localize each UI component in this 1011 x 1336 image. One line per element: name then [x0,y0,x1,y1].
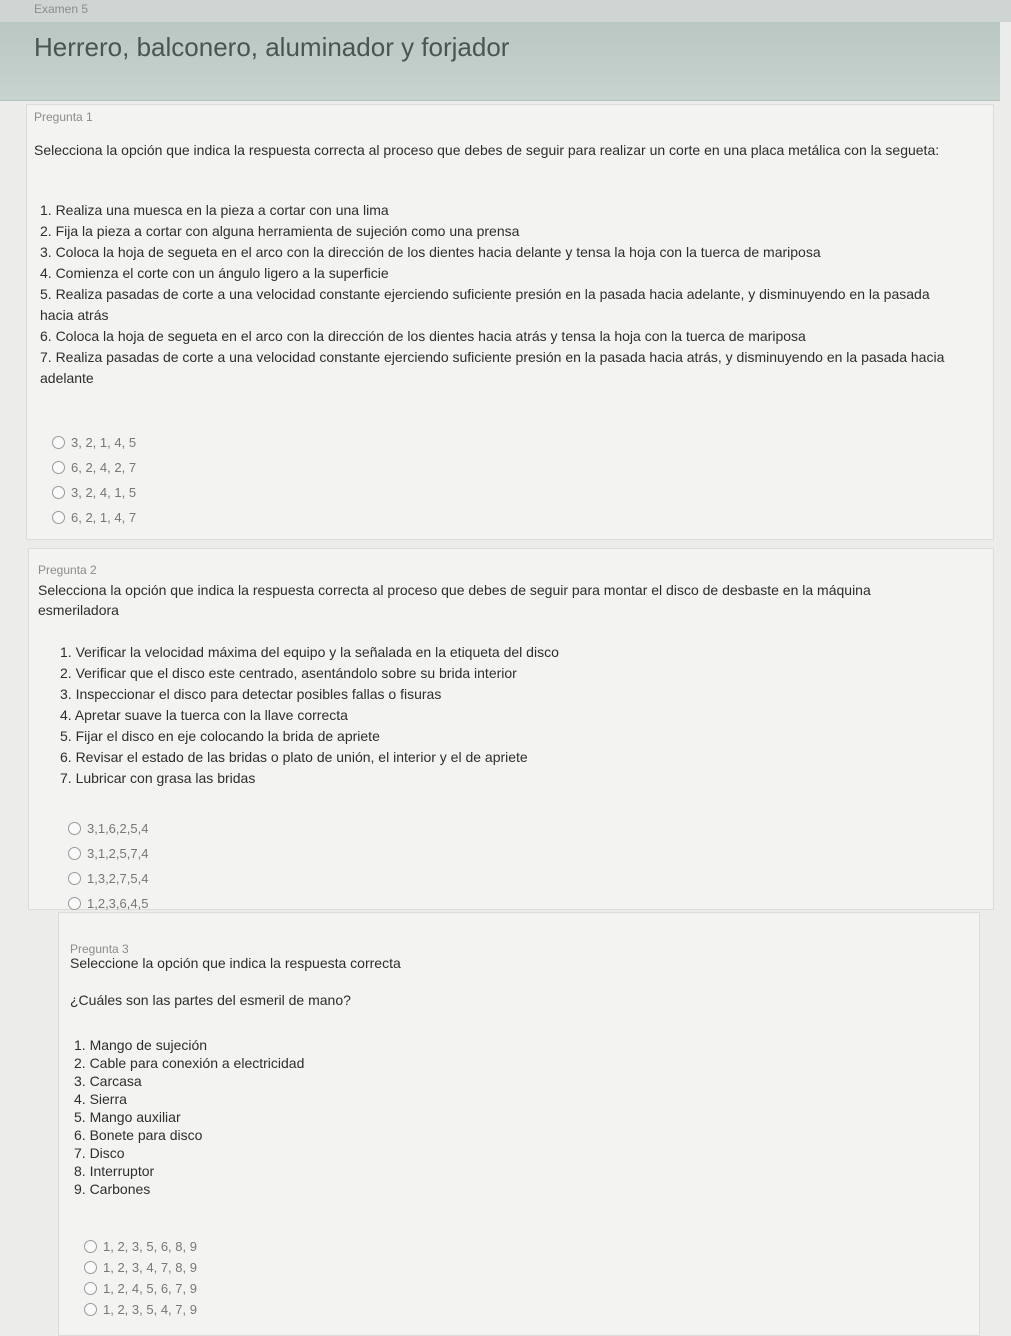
option-label: 1, 2, 3, 4, 7, 8, 9 [103,1260,197,1275]
step-item: 2. Cable para conexión a electricidad [74,1055,305,1071]
step-item: 7. Realiza pasadas de corte a una velocidad constante ejerciendo suficiente presión en la pasada hacia atrás, y disminuyendo en la pasada hacia adelante [40,349,945,386]
question-number: Pregunta 2 [38,563,97,577]
question-prompt: Selecciona la opción que indica la respuesta correcta al proceso que debes de seguir para montar el disco de desbaste en la máquina esmeriladora [38,582,871,618]
step-item: 3. Carcasa [74,1073,142,1089]
step-item: 7. Disco [74,1145,125,1161]
step-item: 1. Mango de sujeción [74,1037,208,1053]
option-label: 1, 2, 3, 5, 4, 7, 9 [103,1302,197,1317]
answer-options [68,816,148,916]
radio-button[interactable] [68,822,81,835]
radio-button[interactable] [52,461,65,474]
option-label: 3, 2, 4, 1, 5 [71,485,137,500]
answer-option[interactable] [84,1236,197,1257]
step-item: 6. Bonete para disco [74,1127,203,1143]
step-list [74,1036,674,1198]
answer-option[interactable] [84,1299,197,1320]
answer-options [52,430,136,530]
step-item: 4. Sierra [74,1091,127,1107]
step-item: 5. Realiza pasadas de corte a una velocidad constante ejerciendo suficiente presión en la pasada hacia adelante, y disminuyendo en la pasada hacia atrás [40,286,930,323]
question-number: Pregunta 1 [34,110,93,124]
option-label: 1,2,3,6,4,5 [87,896,149,911]
step-item: 4. Comienza el corte con un ángulo ligero a la superficie [40,265,389,281]
answer-option[interactable] [52,505,136,530]
question-number: Pregunta 3 [70,942,129,956]
answer-option[interactable] [68,841,148,866]
option-label: 3,1,6,2,5,4 [87,821,149,836]
radio-button[interactable] [68,897,81,910]
radio-button[interactable] [68,872,81,885]
option-label: 1, 2, 3, 5, 6, 8, 9 [103,1239,197,1254]
answer-options [84,1236,197,1320]
answer-option[interactable] [52,480,136,505]
option-label: 1,3,2,7,5,4 [87,871,149,886]
radio-button[interactable] [84,1240,97,1253]
radio-button[interactable] [52,436,65,449]
question-prompt: Selecciona la opción que indica la respuesta correcta al proceso que debes de seguir para realizar un corte en una placa metálica con la segueta: [34,142,940,158]
step-item: 4. Apretar suave la tuerca con la llave correcta [60,707,348,723]
step-item: 2. Fija la pieza a cortar con alguna herramienta de sujeción como una prensa [40,223,520,239]
answer-option[interactable] [68,866,148,891]
answer-option[interactable] [52,430,136,455]
answer-option[interactable] [52,455,136,480]
radio-button[interactable] [52,511,65,524]
option-label: 6, 2, 1, 4, 7 [71,510,137,525]
question-prompt: Seleccione la opción que indica la respuesta correcta [70,955,401,971]
radio-button[interactable] [68,847,81,860]
step-item: 5. Fijar el disco en eje colocando la brida de apriete [60,728,380,744]
option-label: 3, 2, 1, 4, 5 [71,435,137,450]
step-item: 5. Mango auxiliar [74,1109,181,1125]
step-item: 6. Revisar el estado de las bridas o plato de unión, el interior y el de apriete [60,749,528,765]
answer-option[interactable] [68,816,148,841]
answer-option[interactable] [84,1278,197,1299]
step-item: 1. Realiza una muesca en la pieza a cortar con una lima [40,202,389,218]
quiz-label: Examen 5 [34,2,89,16]
step-item: 9. Carbones [74,1181,151,1197]
step-item: 2. Verificar que el disco este centrado, asentándolo sobre su brida interior [60,665,517,681]
radio-button[interactable] [84,1261,97,1274]
step-item: 6. Coloca la hoja de segueta en el arco con la dirección de los dientes hacia atrás y tensa la hoja con la tuerca de mariposa [40,328,806,344]
question-subprompt: ¿Cuáles son las partes del esmeril de mano? [70,992,351,1008]
page-header [0,22,1000,101]
step-list [60,642,940,789]
answer-option[interactable] [84,1257,197,1278]
step-item: 3. Coloca la hoja de segueta en el arco con la dirección de los dientes hacia delante y tensa la hoja con la tuerca de mariposa [40,244,821,260]
step-item: 8. Interruptor [74,1163,155,1179]
radio-button[interactable] [52,486,65,499]
radio-button[interactable] [84,1282,97,1295]
radio-button[interactable] [84,1303,97,1316]
option-label: 3,1,2,5,7,4 [87,846,149,861]
top-strip [0,0,1011,22]
option-label: 6, 2, 4, 2, 7 [71,460,137,475]
page-title: Herrero, balconero, aluminador y forjador [34,32,510,62]
step-item: 1. Verificar la velocidad máxima del equipo y la señalada en la etiqueta del disco [60,644,559,660]
step-list [40,200,960,389]
step-item: 3. Inspeccionar el disco para detectar posibles fallas o fisuras [60,686,442,702]
step-item: 7. Lubricar con grasa las bridas [60,770,256,786]
option-label: 1, 2, 4, 5, 6, 7, 9 [103,1281,197,1296]
